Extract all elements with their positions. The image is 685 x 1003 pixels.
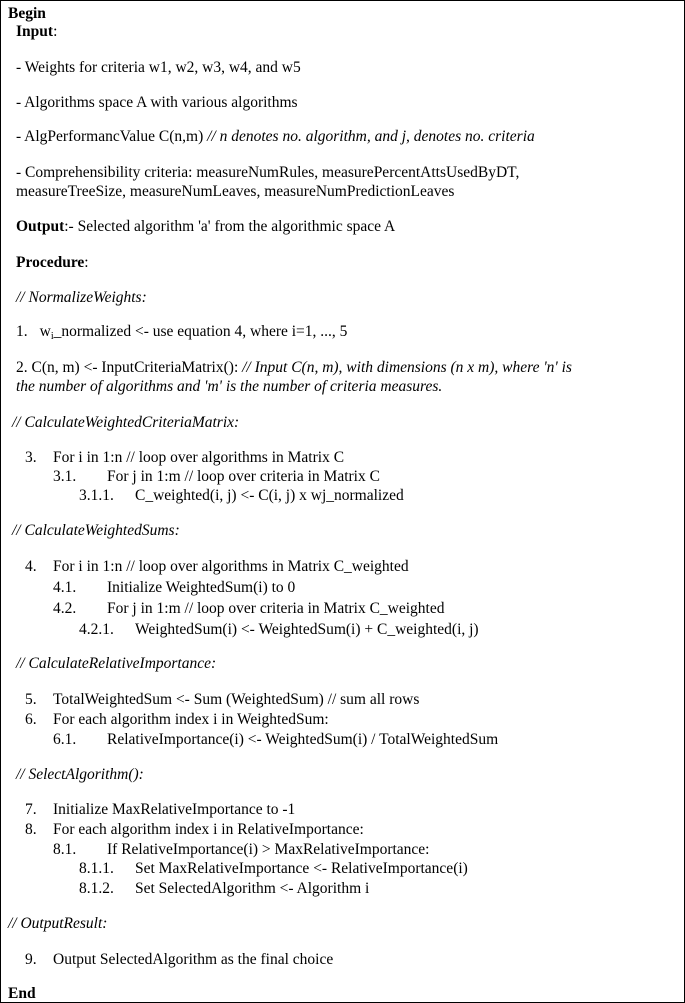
step-4-2-number: 4.2. (53, 600, 77, 617)
step-6-1-text: RelativeImportance(i) <- WeightedSum(i) / TotalWeightedSum (107, 731, 499, 748)
step-7-text: Initialize MaxRelativeImportance to -1 (53, 801, 296, 818)
step-6-number: 6. (25, 711, 37, 728)
input-label: Input (16, 23, 54, 40)
step-3-1-1-number: 3.1.1. (79, 487, 114, 504)
step-6-text: For each algorithm index i in WeightedSum: (53, 711, 329, 728)
step-9-text: Output SelectedAlgorithm as the final choice (53, 951, 334, 968)
step-8-1-1-number: 8.1.1. (79, 860, 114, 877)
input-performance (16, 127, 535, 146)
step-4-number: 4. (25, 558, 37, 575)
step-2-comment: // Input C(n, m), with dimensions (n x m), where 'n' is (242, 359, 572, 376)
step-1-number: 1. (16, 323, 28, 340)
step-9-number: 9. (25, 951, 37, 968)
step-8-text: For each algorithm index i in RelativeImportance: (53, 821, 364, 838)
section-output-result: // OutputResult: (8, 915, 108, 932)
step-1 (16, 322, 347, 346)
step-2-text: 2. C(n, m) <- InputCriteriaMatrix(): (16, 359, 243, 376)
input-comprehensibility-2: measureTreeSize, measureNumLeaves, measureNumPredictionLeaves (16, 183, 455, 200)
input-algorithms: - Algorithms space A with various algorithms (16, 94, 298, 111)
output-label: Output (16, 218, 65, 235)
step-5-text: TotalWeightedSum <- Sum (WeightedSum) // sum all rows (53, 691, 420, 708)
step-3-1-number: 3.1. (53, 468, 77, 485)
step-1-var: w (39, 323, 51, 340)
step-4-2-1-number: 4.2.1. (79, 621, 114, 638)
step-4-2-text: For j in 1:m // loop over criteria in Matrix C_weighted (107, 600, 445, 617)
step-5-number: 5. (25, 691, 37, 708)
output-text: :- Selected algorithm 'a' from the algorithmic space A (64, 218, 396, 235)
step-6-1-number: 6.1. (53, 731, 77, 748)
step-4-text: For i in 1:n // loop over algorithms in Matrix C_weighted (53, 558, 409, 575)
step-7-number: 7. (25, 801, 37, 818)
step-8-1-1-text: Set MaxRelativeImportance <- RelativeImportance(i) (135, 860, 468, 877)
step-3-1-text: For j in 1:m // loop over criteria in Matrix C (107, 468, 380, 485)
output-line (16, 217, 395, 236)
step-8-1-2-text: Set SelectedAlgorithm <- Algorithm i (135, 880, 370, 897)
step-8-number: 8. (25, 821, 37, 838)
section-normalize-weights: // NormalizeWeights: (16, 289, 147, 306)
begin-label: Begin (8, 5, 46, 22)
step-3-number: 3. (25, 449, 37, 466)
performance-text: - AlgPerformancValue C(n,m) (16, 128, 208, 145)
procedure-heading (16, 253, 89, 272)
end-label: End (8, 985, 36, 1002)
step-8-1-text: If RelativeImportance(i) > MaxRelativeImportance: (107, 841, 430, 858)
section-relative-importance: // CalculateRelativeImportance: (16, 655, 217, 672)
step-4-1-text: Initialize WeightedSum(i) to 0 (107, 579, 296, 596)
step-2-line-1 (16, 358, 572, 377)
input-comprehensibility-1: - Comprehensibility criteria: measureNumRules, measurePercentAttsUsedByDT, (16, 164, 520, 181)
section-weighted-criteria-matrix: // CalculateWeightedCriteriaMatrix: (12, 414, 240, 431)
input-heading (16, 22, 57, 41)
step-2-line-2: the number of algorithms and 'm' is the number of criteria measures. (16, 378, 443, 395)
procedure-colon: : (84, 254, 89, 271)
step-4-2-1-text: WeightedSum(i) <- WeightedSum(i) + C_weighted(i, j) (135, 621, 479, 638)
performance-comment: // n denotes no. algorithm, and j, denotes no. criteria (207, 128, 535, 145)
step-8-1-2-number: 8.1.2. (79, 880, 114, 897)
section-weighted-sums: // CalculateWeightedSums: (12, 522, 180, 539)
step-1-text: _normalized <- use equation 4, where i=1, ..., 5 (53, 323, 348, 340)
step-4-1-number: 4.1. (53, 579, 77, 596)
step-3-text: For i in 1:n // loop over algorithms in Matrix C (53, 449, 345, 466)
step-3-1-1-text: C_weighted(i, j) <- C(i, j) x wj_normalized (135, 487, 404, 504)
step-8-1-number: 8.1. (53, 841, 77, 858)
procedure-label: Procedure (16, 254, 85, 271)
step-1-subscript: i (50, 331, 54, 342)
section-select-algorithm: // SelectAlgorithm(): (16, 766, 144, 783)
input-colon: : (53, 23, 58, 40)
input-weights: - Weights for criteria w1, w2, w3, w4, and w5 (16, 59, 301, 76)
